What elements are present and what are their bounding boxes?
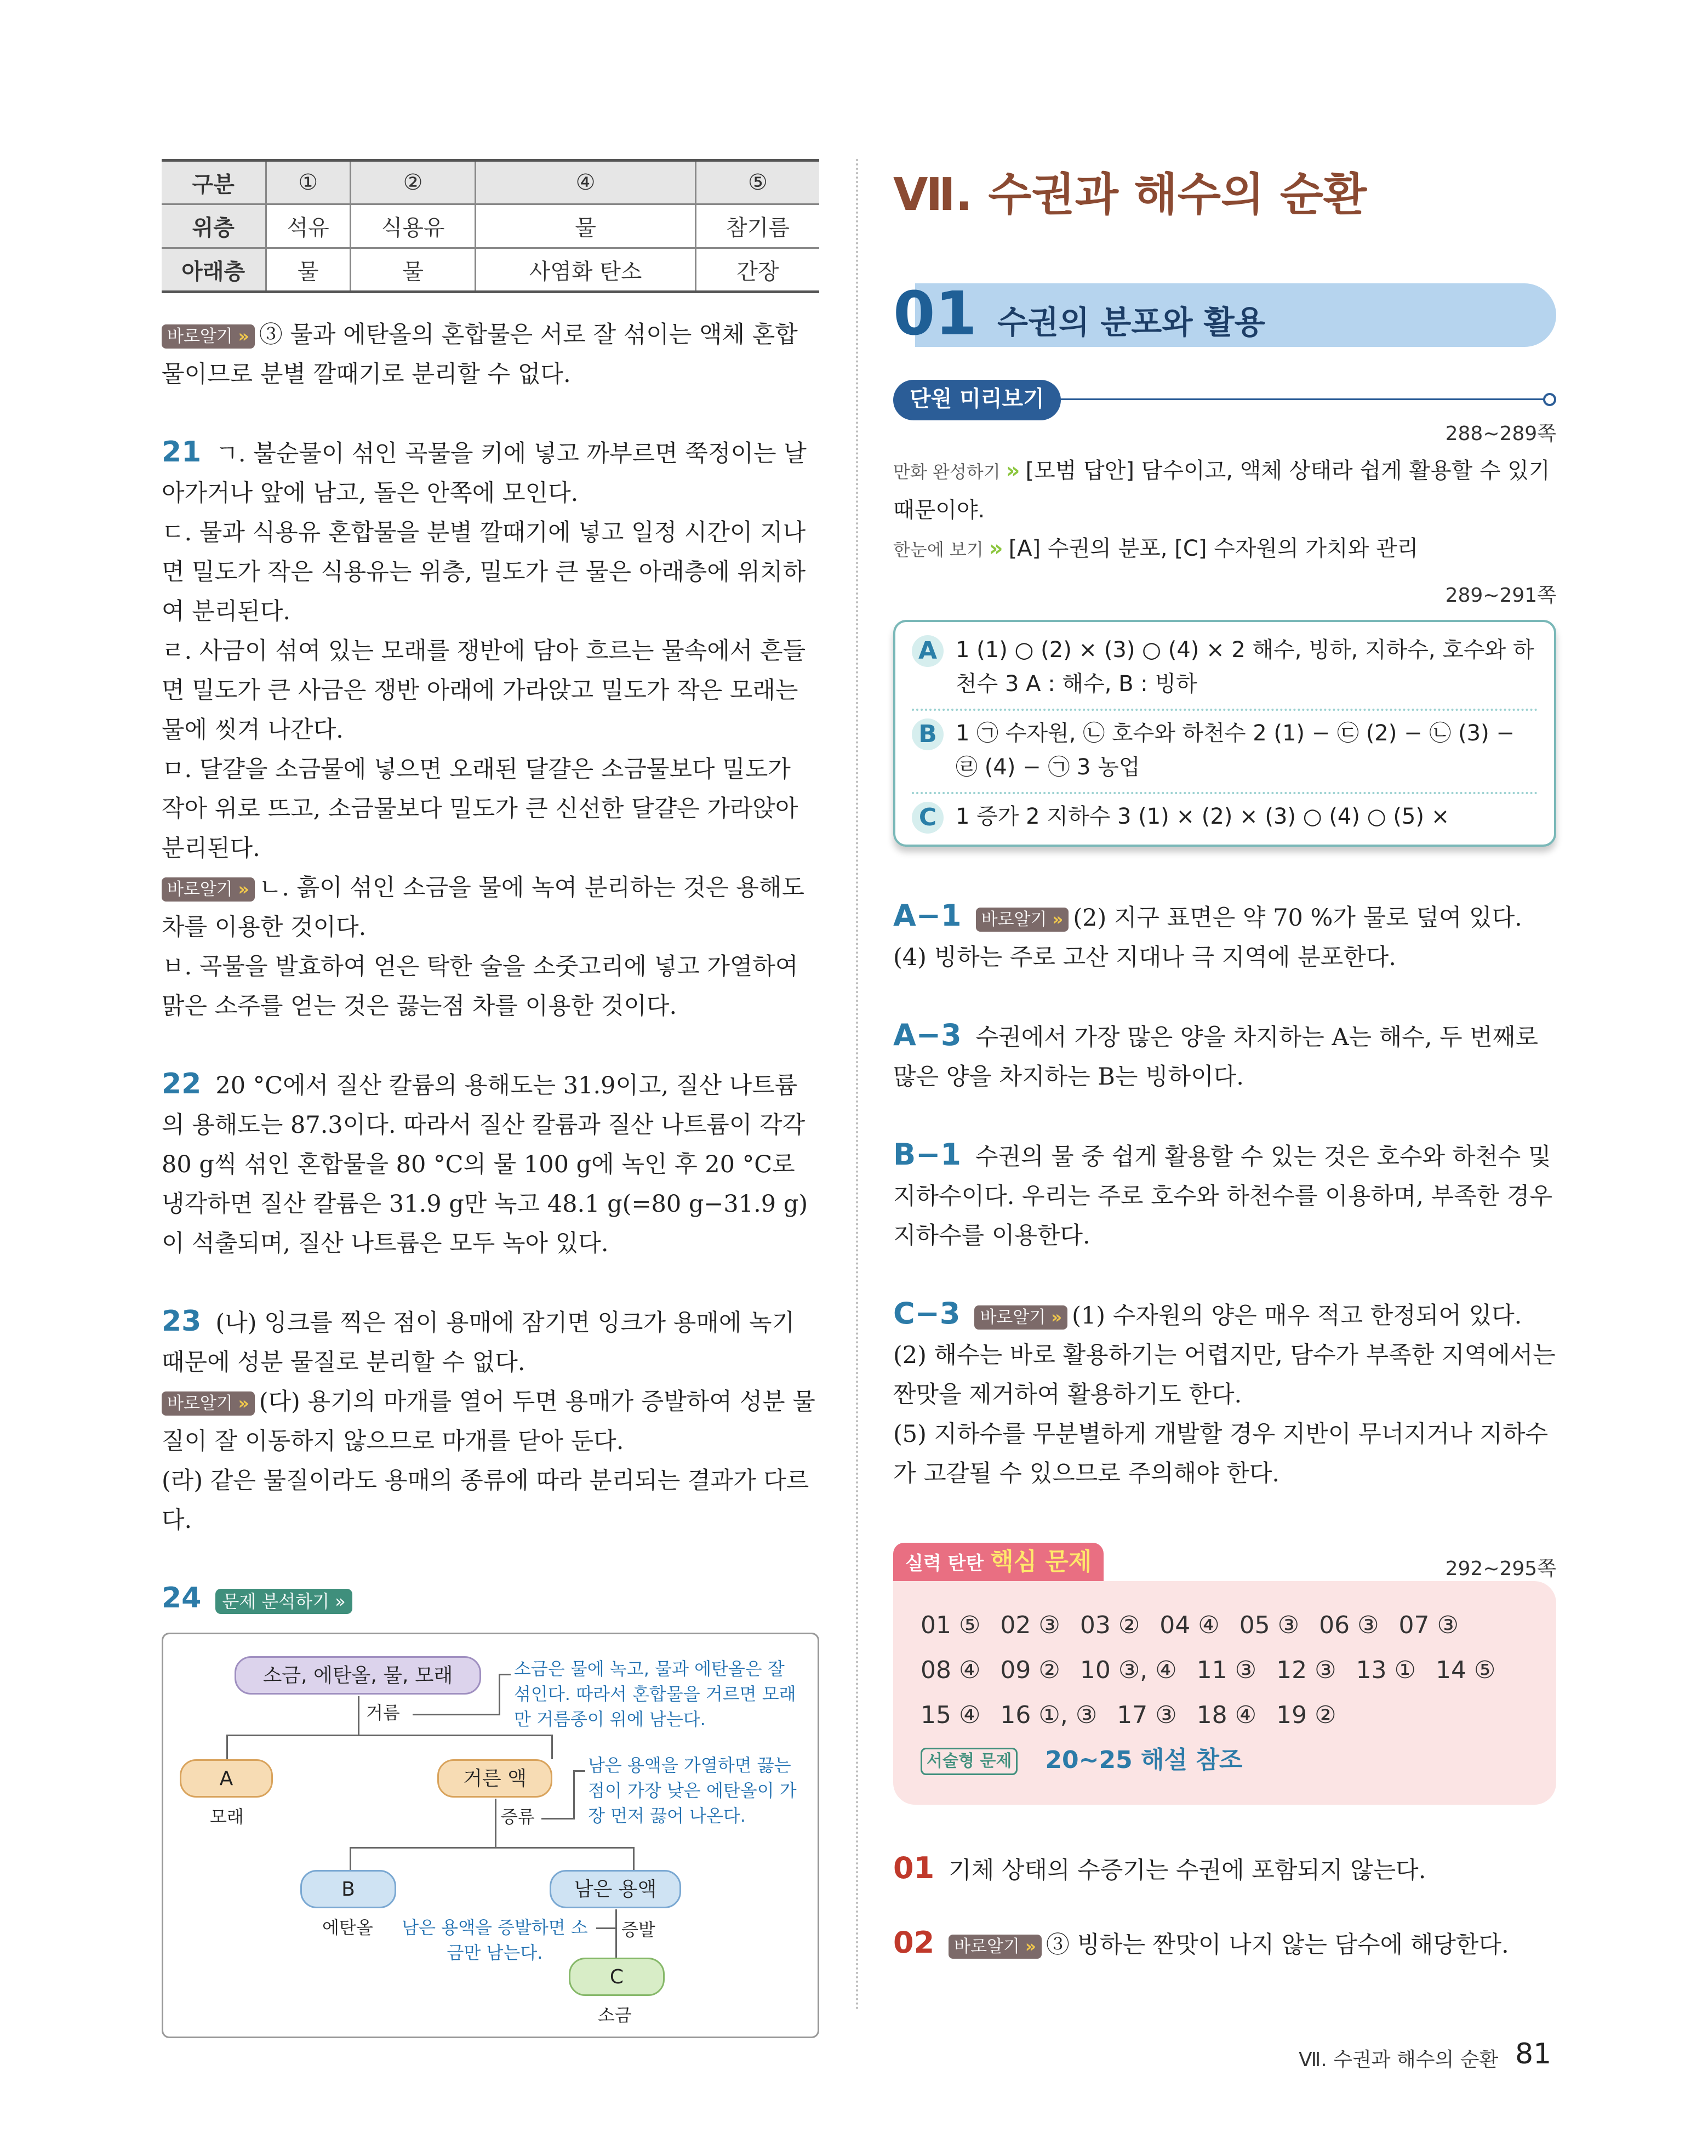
node-remaining: 남은 용액 (550, 1870, 681, 1908)
answer-key-item: 04 ④ (1159, 1611, 1220, 1639)
letter-badge: C (912, 802, 944, 834)
cartoon-label: 만화 완성하기 (893, 461, 1001, 482)
explain-b1 (893, 1135, 1556, 1256)
table-row (162, 248, 819, 292)
answer-key-item: 10 ③, ④ (1079, 1656, 1177, 1684)
connector-line (573, 1770, 575, 1820)
connector-line (350, 1847, 635, 1849)
connector-line (551, 1735, 553, 1759)
explain-a1 (893, 896, 1556, 977)
answer-key-item: 16 ①, ③ (1000, 1701, 1098, 1729)
answer-key-item: 01 ⑤ (921, 1611, 981, 1639)
question-23 (162, 1302, 819, 1540)
note-distill: 남은 용액을 가열하면 끓는점이 가장 낮은 에탄올이 가장 먼저 끓어 나온다. (588, 1755, 797, 1826)
table-cell: 석유 (266, 204, 350, 248)
correction-badge: 바로알기 » (974, 1305, 1067, 1330)
answer-key-grid (921, 1603, 1529, 1738)
note-filter: 소금은 물에 녹고, 물과 에탄올은 잘 섞인다. 따라서 혼합물을 거르면 모래만 거름종이 위에 남는다. (514, 1658, 796, 1730)
answer-key-item: 14 ⑤ (1435, 1656, 1496, 1684)
preview-dot-icon (1543, 393, 1556, 406)
answer-text: 수권의 물 중 쉽게 활용할 수 있는 것은 호수와 하천수 및 지하수이다. 우리는 주로 호수와 하천수를 이용하며, 부족한 경우 지하수를 이용한다. (893, 1143, 1553, 1250)
correction-badge: 바로알기 » (162, 1391, 255, 1416)
letter-badge: B (912, 718, 944, 750)
row-text: 1 증가 2 지하수 3 (1) × (2) × (3) ○ (4) ○ (5) × (956, 804, 1450, 829)
table-cell: 참기름 (695, 204, 819, 248)
node-a: A (180, 1759, 273, 1798)
answer-text: 수권에서 가장 많은 양을 차지하는 A는 해수, 두 번째로 많은 양을 차지하는 B는 빙하이다. (893, 1024, 1538, 1091)
correction-badge: 바로알기 » (162, 877, 255, 902)
question-21 (162, 432, 819, 1026)
table-cell: 물 (350, 248, 476, 292)
page-range: 289~291쪽 (1445, 584, 1556, 607)
table-cell: 식용유 (350, 204, 476, 248)
table-cell: 사염화 탄소 (476, 248, 696, 292)
answer-text: 기체 상태의 수증기는 수권에 포함되지 않는다. (949, 1857, 1426, 1884)
distill-label: 증류 (501, 1806, 535, 1827)
glance-text: [A] 수권의 분포, [C] 수자원의 가치와 관리 (1008, 536, 1419, 561)
connector-line (495, 1799, 496, 1848)
connector-line (573, 1770, 585, 1772)
answer-text: ㅂ. 곡물을 발효하여 얻은 탁한 술을 소줏고리에 넣고 가열하여 맑은 소주를 얻는 것은 끓는점 차를 이용한 것이다. (162, 953, 798, 1020)
table-cell: 위층 (162, 204, 266, 248)
preview-rule (1058, 398, 1545, 400)
page-range: 288~289쪽 (1445, 423, 1556, 445)
answer-text: 20 °C에서 질산 칼륨의 용해도는 31.9이고, 질산 나트륨의 용해도는 87.3이다. 따라서 질산 칼륨과 질산 나트륨이 각각 80 g씩 섞인 혼합물을 80 °C의 물 100 g에 녹인 후 20 °C로 냉각하면 질산 칼륨은 31.9 g만 녹고 48.1 g(=80 g−31.9 g)이 석출되며, 질산 나트륨은 모두 녹아 있다. (162, 1072, 808, 1257)
item-label: A−1 (893, 898, 962, 933)
answer-text: ㄷ. 물과 식용유 혼합물을 분별 깔때기에 넣고 일정 시간이 지나면 밀도가 작은 식용유는 위층, 밀도가 큰 물은 아래층에 위치하여 분리된다. (162, 519, 806, 625)
label-salt: 소금 (598, 2005, 632, 2026)
connector-line (413, 1714, 500, 1715)
core-problems (893, 1543, 1556, 1805)
connector-line (633, 1847, 635, 1870)
connector-line (226, 1735, 228, 1759)
item-label: B−1 (893, 1137, 961, 1172)
question-number: 23 (162, 1305, 202, 1338)
question-22 (162, 1064, 819, 1263)
item-label: 02 (893, 1925, 935, 1960)
note-20: 바로알기 » ③ 물과 에탄올의 혼합물은 서로 잘 섞이는 액체 혼합물이므로 분별 깔때기로 분리할 수 없다. (162, 321, 798, 388)
table-cell: ① (266, 161, 350, 204)
answer-key-item: 07 ③ (1398, 1611, 1459, 1639)
answer-key-item: 06 ③ (1319, 1611, 1379, 1639)
double-arrow-icon: » (1006, 458, 1020, 483)
node-b: B (300, 1870, 396, 1908)
cartoon-text: [모범 답안] 담수이고, 액체 상태라 쉽게 활용할 수 있기 때문이야. (893, 458, 1550, 523)
row-text: 1 ㉠ 수자원, ㉡ 호수와 하천수 2 (1) − ㉢ (2) − ㉡ (3) − ㉣ (4) − ㉠ 3 농업 (956, 721, 1515, 780)
connector-line (350, 1847, 351, 1870)
answer-key-item: 11 ③ (1196, 1656, 1257, 1684)
explain-a3 (893, 1016, 1556, 1097)
item-label: 01 (893, 1851, 935, 1885)
double-arrow-icon: » (989, 536, 1003, 561)
answer-text: ㄹ. 사금이 섞여 있는 모래를 쟁반에 담아 흐르는 물속에서 흔들면 밀도가 큰 사금은 쟁반 아래에 가라앉고 밀도가 작은 모래는 물에 씻겨 나간다. (162, 637, 806, 744)
page-number: 81 (1515, 2038, 1552, 2071)
column-divider (856, 159, 858, 2011)
table-row (162, 161, 819, 204)
item-label: A−3 (893, 1018, 962, 1052)
essay-badge: 서술형 문제 (921, 1748, 1018, 1775)
essay-text: 20~25 해설 참조 (1045, 1746, 1243, 1774)
table-cell: ④ (476, 161, 696, 204)
answer-text: (5) 지하수를 무분별하게 개발할 경우 지반이 무너지거나 지하수가 고갈될 수 있으므로 주의해야 한다. (893, 1421, 1549, 1487)
glance-label: 한눈에 보기 (893, 539, 984, 560)
label-sand: 모래 (210, 1806, 244, 1827)
question-number: 21 (162, 436, 202, 469)
section-header (893, 278, 1556, 349)
explain-01 (893, 1849, 1556, 1890)
answer-text: (4) 빙하는 주로 고산 지대나 극 지역에 분포한다. (893, 944, 1396, 971)
explain-c3 (893, 1294, 1556, 1493)
label-ethanol: 에탄올 (322, 1917, 373, 1938)
analysis-badge: 문제 분석하기 » (215, 1589, 352, 1614)
table-cell: 물 (476, 204, 696, 248)
answer-text: (다) 용기의 마개를 열어 두면 용매가 증발하여 성분 물질이 잘 이동하지 않으므로 마개를 닫아 둔다. (162, 1388, 815, 1455)
evap-label: 증발 (621, 1919, 655, 1940)
table-cell: ⑤ (695, 161, 819, 204)
answer-text: (2) 해수는 바로 활용하기는 어렵지만, 담수가 부족한 지역에서는 짠맛을 제거하여 활용하기도 한다. (893, 1342, 1556, 1408)
table-cell: 아래층 (162, 248, 266, 292)
separation-table (162, 159, 819, 293)
correction-badge: 바로알기 » (976, 908, 1069, 932)
connector-line (541, 1818, 574, 1820)
section-title: 수권의 분포와 활용 (997, 304, 1265, 341)
node-c: C (569, 1958, 665, 1996)
answer-row-a (912, 628, 1538, 711)
answer-key-item: 18 ④ (1196, 1701, 1257, 1729)
table-row (162, 204, 819, 248)
answer-text: ㅁ. 달걀을 소금물에 넣으면 오래된 달걀은 소금물보다 밀도가 작아 위로 뜨고, 소금물보다 밀도가 큰 신선한 달걀은 가라앉아 분리된다. (162, 756, 798, 862)
chapter-title: Ⅶ. 수권과 해수의 순환 (893, 169, 1367, 221)
answer-key-item: 09 ② (1000, 1656, 1060, 1684)
answer-box (893, 620, 1556, 847)
answer-key-item: 05 ③ (1239, 1611, 1300, 1639)
connector-line (499, 1674, 500, 1715)
connector-line (226, 1735, 552, 1736)
answer-key-item: 12 ③ (1276, 1656, 1336, 1684)
right-column (893, 159, 1556, 1965)
answer-key-item: 08 ④ (921, 1656, 981, 1684)
separation-diagram (162, 1633, 819, 2038)
table-cell: 구분 (162, 161, 266, 204)
filter-label: 거름 (366, 1702, 400, 1723)
table-cell: ② (350, 161, 476, 204)
letter-badge: A (912, 635, 944, 667)
preview-pill: 단원 미리보기 (893, 380, 1061, 420)
connector-line (596, 1927, 616, 1929)
table-cell: 간장 (695, 248, 819, 292)
connector-line (615, 1909, 617, 1958)
answer-text: (라) 같은 물질이라도 용매의 종류에 따라 분리되는 결과가 다르다. (162, 1467, 809, 1534)
answer-text: (나) 잉크를 찍은 점이 용매에 잠기면 잉크가 용매에 녹기 때문에 성분 물질로 분리할 수 없다. (162, 1309, 795, 1376)
row-text: 1 (1) ○ (2) × (3) ○ (4) × 2 해수, 빙하, 지하수, 호수와 하천수 3 A : 해수, B : 빙하 (956, 637, 1534, 697)
answer-key-item: 13 ① (1356, 1656, 1416, 1684)
answer-key-item: 03 ② (1079, 1611, 1140, 1639)
mixture-node: 소금, 에탄올, 물, 모래 (235, 1656, 481, 1695)
table-cell: 물 (266, 248, 350, 292)
answer-row-b (912, 711, 1538, 794)
answer-key-item: 15 ④ (921, 1701, 981, 1729)
answer-key-item: 17 ③ (1117, 1701, 1177, 1729)
answer-text: ③ 빙하는 짠맛이 나지 않는 담수에 해당한다. (1046, 1931, 1509, 1959)
core-badge: 실력 탄탄 핵심 문제 (893, 1543, 1104, 1581)
answer-row-c (912, 794, 1538, 841)
connector-line (358, 1696, 359, 1735)
footer-chapter: Ⅶ. 수권과 해수의 순환 (1299, 2049, 1499, 2071)
answer-text: (1) 수자원의 양은 매우 적고 한정되어 있다. (1072, 1302, 1522, 1330)
core-answer-box (893, 1581, 1556, 1805)
correction-badge: 바로알기 » (949, 1935, 1042, 1959)
question-number: 22 (162, 1068, 202, 1100)
correction-badge: 바로알기 » (162, 324, 255, 349)
page-range: 292~295쪽 (1445, 1558, 1556, 1580)
explain-02 (893, 1923, 1556, 1965)
answer-key-item: 02 ③ (1000, 1611, 1060, 1639)
connector-line (499, 1674, 511, 1675)
section-number: 01 (893, 278, 978, 349)
question-24 (162, 1578, 819, 2038)
item-label: C−3 (893, 1296, 961, 1331)
answer-key-item: 19 ② (1276, 1701, 1336, 1729)
question-number: 24 (162, 1582, 202, 1615)
note-evap: 남은 용액을 증발하면 소금만 남는다. (402, 1917, 588, 1963)
answer-text: ㄱ. 불순물이 섞인 곡물을 키에 넣고 까부르면 쭉정이는 날아가거나 앞에 남고, 돌은 안쪽에 모인다. (162, 440, 807, 507)
node-filtrate: 거른 액 (437, 1759, 552, 1798)
answer-text: (2) 지구 표면은 약 70 %가 물로 덮여 있다. (1073, 904, 1522, 932)
left-column (162, 159, 819, 2038)
preview-header (893, 380, 1556, 424)
answer-text: ㄴ. 흙이 섞인 소금을 물에 녹여 분리하는 것은 용해도 차를 이용한 것이다. (162, 874, 805, 941)
